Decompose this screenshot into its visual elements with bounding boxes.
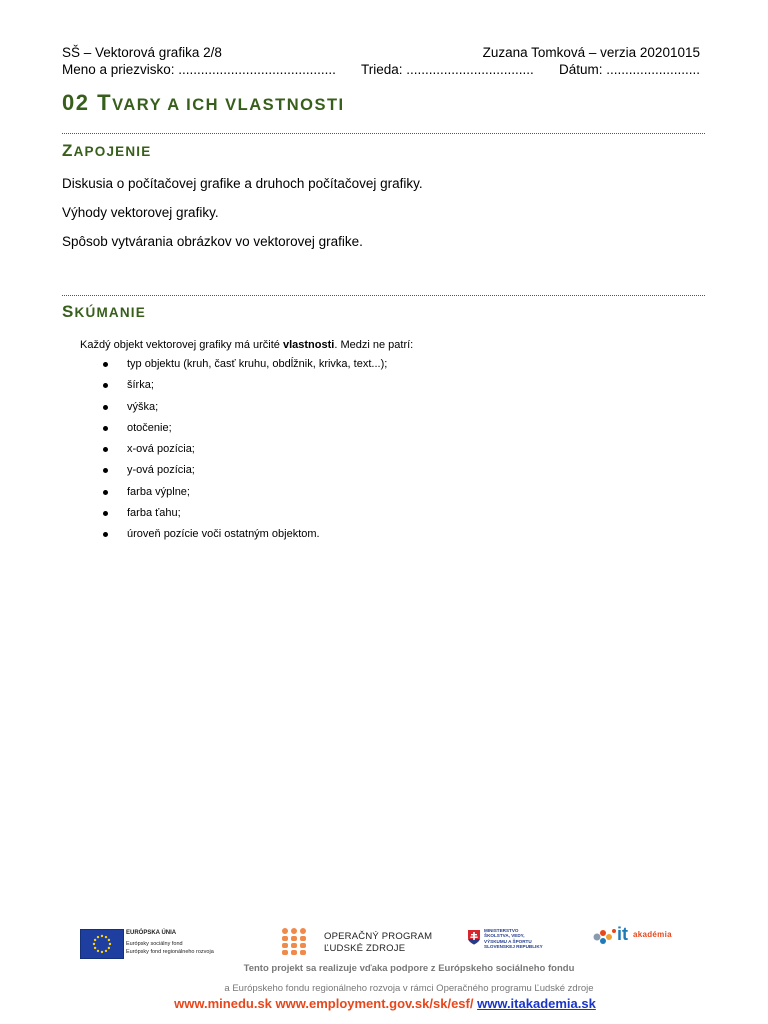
heading-first-letter: Z [62, 141, 74, 160]
properties-intro [80, 338, 413, 352]
it-akademia-word: it [617, 924, 628, 944]
ministry-line: SLOVENSKEJ REPUBLIKY [484, 944, 543, 950]
divider [62, 133, 705, 134]
title-first-letter: T [97, 90, 113, 115]
eu-line-2: Európsky fond regionálneho rozvoja [126, 949, 214, 955]
eu-stars-icon [81, 930, 123, 958]
course-label: SŠ – Vektorová grafika 2/8 [62, 45, 222, 60]
page-title [62, 88, 345, 120]
support-line-2: a Európskeho fondu regionálneho rozvoja v rámci Operačného programu Ľudské zdroje [224, 983, 594, 994]
section-heading-zapojenie [62, 140, 151, 163]
itakademia-link[interactable]: www.itakademia.sk [477, 996, 596, 1011]
list-item: x-ová pozícia; [100, 442, 387, 463]
header-row-2 [62, 62, 700, 78]
intro-before: Každý objekt vektorovej grafiky má určité [80, 339, 283, 351]
paragraph: Diskusia o počítačovej grafike a druhoch počítačovej grafiky. [62, 176, 423, 191]
heading-rest: KÚMANIE [74, 305, 146, 320]
orange-links[interactable]: www.minedu.sk www.employment.gov.sk/sk/esf/ [174, 996, 474, 1011]
eu-logo-text [126, 929, 214, 956]
list-item: šírka; [100, 378, 387, 399]
divider [62, 295, 705, 296]
list-item: farba výplne; [100, 485, 387, 506]
op-people-icon [280, 927, 316, 957]
list-item: y-ová pozícia; [100, 463, 387, 484]
section-heading-skumanie [62, 301, 146, 324]
heading-first-letter: S [62, 302, 75, 321]
ministry-line: VÝSKUMU A ŠPORTU [484, 938, 532, 944]
heading-rest: APOJENIE [73, 144, 152, 159]
slovak-crest-icon [467, 929, 481, 945]
list-item: úroveň pozície voči ostatným objektom. [100, 527, 387, 548]
list-item: farba ťahu; [100, 506, 387, 527]
eu-line-1: Európsky sociálny fond [126, 941, 183, 947]
ministry-logo-text [484, 928, 543, 950]
title-rest: VARY A ICH VLASTNOSTI [112, 96, 345, 114]
op-line-1: OPERAČNÝ PROGRAM [324, 931, 433, 942]
header-row-1 [62, 45, 700, 61]
eu-flag-logo [80, 929, 124, 959]
intro-bold: vlastnosti [282, 339, 335, 351]
op-line-2: ĽUDSKÉ ZDROJE [324, 943, 406, 954]
it-akademia-sub: akadémia [633, 930, 672, 939]
eu-title: EURÓPSKA ÚNIA [126, 930, 177, 936]
op-logo-text [324, 931, 432, 955]
ministry-line: ŠKOLSTVA, VEDY, [484, 933, 525, 939]
name-field: Meno a priezvisko: .......................................... [62, 62, 336, 77]
paragraph: Spôsob vytvárania obrázkov vo vektorovej grafike. [62, 234, 363, 249]
list-item: otočenie; [100, 421, 387, 442]
properties-list [100, 357, 387, 549]
ministry-line: MINISTERSTVO [484, 928, 519, 933]
support-line-1: Tento projekt sa realizuje vďaka podpore z Európskeho sociálneho fondu [243, 963, 575, 974]
date-field: Dátum: ......................... [558, 62, 700, 77]
class-field: Trieda: .................................. [361, 62, 534, 77]
list-item: typ objektu (kruh, časť kruhu, obdĺžnik, krivka, text...); [100, 357, 387, 378]
list-item: výška; [100, 400, 387, 421]
footer-links [0, 996, 768, 1012]
paragraph: Výhody vektorovej grafiky. [62, 205, 219, 220]
title-number: 02 [62, 90, 90, 115]
author-version: Zuzana Tomková – verzia 20201015 [482, 45, 700, 60]
intro-after: . Medzi ne patrí: [334, 339, 414, 351]
